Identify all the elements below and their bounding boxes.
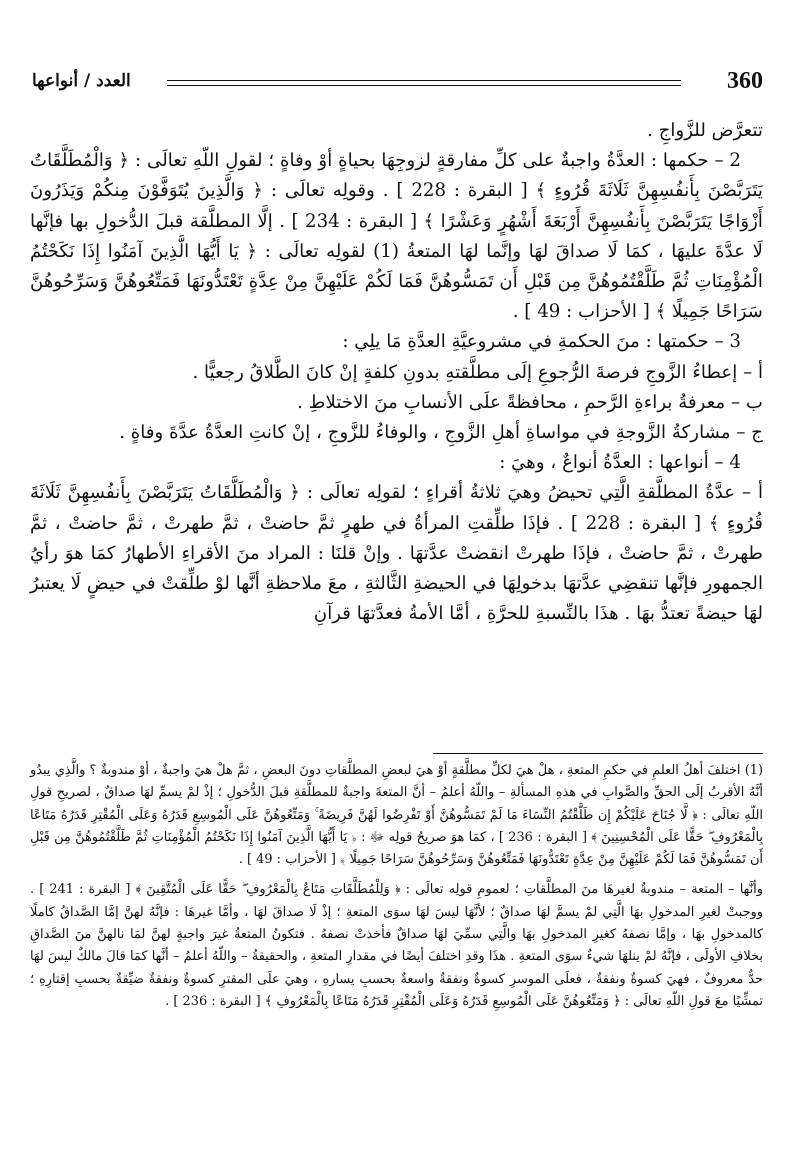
footnote-gap xyxy=(30,871,763,879)
wisdom-point-c: ج – مشاركةُ الزَّوجةِ في مواساةِ أهلِ الزَّوجِ ، والوفاءُ للزَّوجِ ، إنْ كانتِ العدَّةُ عدَّةَ وفاةٍ . xyxy=(119,422,763,444)
main-paragraph: تتعرَّض للزَّواجِ . xyxy=(647,120,763,141)
page-header xyxy=(32,66,763,100)
header-double-rule xyxy=(167,80,681,86)
footnotes xyxy=(30,760,763,1013)
running-title: العدد / أنواعها xyxy=(32,71,131,91)
type-a-paragraph: أ – عدَّةُ المطلَّقةِ الَّتِي تحيضُ وهيَ ثلاثةُ أقراءٍ ؛ لقولِه تعالَى : ﴿ وَالْمُطَلَّقَاتُ يَتَرَبَّصْنَ بِأَنفُسِهِنَّ ثَلَاثَةَ قُرُوءٍ ﴾ [ البقرة : 228 ] . فإذَا طلِّقتِ المرأةُ في طهرٍ ثمَّ حاضتْ ، ثمَّ طهرتْ ، ثمَّ حاضتْ ، ثمَّ طهرتْ ، ثمَّ حاضتْ ، فإذَا طهرتْ انقضتْ عدَّتهَا . وإنْ قلنَا : المراد منَ الأقراءِ الأطهارُ كمَا هوَ رأيُ الجمهورِ فإنَّها تنقضِي عدَّتهَا بدخولِهَا في الحيضةِ الثَّالثةِ ، معَ ملاحظةِ أنَّها لوْ طلِّقتْ في حيضٍ لَا يعتبرُ لهَا حيضةً تعتدُّ بهَا . هذَا بالنِّسبةِ للحرَّةِ ، أمَّا الأمةُ فعدَّتهَا قرآنِ xyxy=(30,482,763,625)
footnote-paragraph: وأنَّها – المتعة – مندوبةٌ لغيرهَا منَ المطلَّقاتِ ؛ لعمومِ قولِه تعالَى : ﴿ وَلِلْمُطَلَّقَاتِ مَتَاعٌ بِالْمَعْرُوفِ ۖ حَقًّا عَلَى الْمُتَّقِينَ ﴾ [ البقرة : 241 ] . ووجبتْ لغيرِ المدخولِ بهَا الَّتِي لمْ يسمَّ لهَا صداقٌ ؛ لأنَّهَا ليسَ لهَا سوَى المتعةِ ؛ إذْ لَا صداقَ لهَا ، وأمَّا غيرهَا : فإنَّهُ لهنَّ إمَّا الصَّداقُ كاملًا كالمدخولِ بهَا ، وإمَّا نصفهُ كغيرِ المدخولِ بهَا والَّتِي سمِّيَ لهَا صداقٌ فأخذتْ نصفهُ . فتكونُ المتعةُ غيرَ واجبةٍ لهنَّ لمَا نالهنَّ منَ الصَّداقِ بخلافِ الأولَى ، فإنَّهُ لمْ ينلهَا شيءٌ سوَى المتعةِ . هذَا وقدِ اختلفَ أيضًا في مقدارِ المتعةِ ، والحقيقةُ – واللّهُ أعلمُ – أنَّها كمَا قالَ مالكٌ ليسَ لهَا حدٌّ معروفٌ ، فهيَ كسوةٌ ونفقةٌ ، فعلَى الموسرِ كسوةٌ ونفقةٌ واسعةٌ بحسبِ يسارهِ ، وهيَ علَى المقترِ كسوةٌ ونفقةٌ ضيِّقةٌ بحسبِ إقتارِهِ ؛ تمشِّيًا معَ قولِ اللّهِ تعالَى : ﴿ وَمَتِّعُوهُنَّ عَلَى الْمُوسِعِ قَدَرُهُ وَعَلَى الْمُقْتِرِ قَدَرُهُ مَتَاعًا بِالْمَعْرُوفِ ﴾ [ البقرة : 236 ] . xyxy=(30,882,763,1009)
wisdom-point-b: ب – معرفةُ براءةِ الرَّحمِ ، محافظةً علَى الأنسابِ منَ الاختلاطِ . xyxy=(297,391,763,413)
page-number: 360 xyxy=(727,68,763,94)
wisdom-point-a: أ – إعطاءُ الزَّوجِ فرصةَ الرُّجوعِ إلَى مطلَّقتهِ بدونِ كلفةٍ إنْ كانَ الطَّلاقُ رجعيًّا . xyxy=(192,361,763,383)
footnote-separator xyxy=(433,753,763,754)
ruling-section: 2 – حكمها : العدَّةُ واجبةٌ على كلِّ مفارقةٍ لزوجِهَا بحياةٍ أوْ وفاةٍ ؛ لقولِ اللّهِ تعالَى : ﴿ وَالْمُطَلَّقَاتُ يَتَرَبَّصْنَ بِأَنفُسِهِنَّ ثَلَاثَةَ قُرُوءٍ ﴾ [ البقرة : 228 ] . وقولِه تعالَى : ﴿ وَالَّذِينَ يُتَوَفَّوْنَ مِنكُمْ وَيَذَرُونَ أَزْوَاجًا يَتَرَبَّصْنَ بِأَنفُسِهِنَّ أَرْبَعَةَ أَشْهُرٍ وَعَشْرًا ﴾ [ البقرة : 234 ] . إلَّا المطلَّقة قبلَ الدُّخولِ بها فإنَّها لَا عدَّةَ عليهَا ، كمَا لَا صداقَ لهَا وإنَّما لهَا المتعةُ (1) لقولِه تعالَى : ﴿ يَا أَيُّهَا الَّذِينَ آمَنُوا إِذَا نَكَحْتُمُ الْمُؤْمِنَاتِ ثُمَّ طَلَّقْتُمُوهُنَّ مِن قَبْلِ أَن تَمَسُّوهُنَّ فَمَا لَكُمْ عَلَيْهِنَّ مِنْ عِدَّةٍ تَعْتَدُّونَهَا فَمَتِّعُوهُنَّ وَسَرِّحُوهُنَّ سَرَاحًا جَمِيلًا ﴾ [ الأحزاب : 49 ] . xyxy=(30,150,763,323)
types-section: 4 – أنواعها : العدَّةُ أنواعٌ ، وهيَ : xyxy=(499,452,741,474)
footnote-paragraph: (1) اختلفَ أهلُ العلمِ في حكمِ المتعةِ ، هلْ هيَ لكلِّ مطلَّقةٍ أوْ هيَ لبعضِ المطلَّقاتِ دونَ البعضِ ، ثمَّ هلْ هيَ واجبةٌ ، أوْ مندوبةٌ ؟ والَّذِي يبدُو أنَّهُ الأقربُ إلَى الحقِّ والصَّوابِ في هذهِ المسألةِ – واللّهُ أعلمُ – أنَّ المتعةَ واجبةٌ للمطلَّقةِ قبلَ الدُّخولِ ؛ إذْ لمْ يسمِّ لهَا صداقٌ ، لصريحِ قولِ اللّهِ تعالَى : ﴿ لَّا جُنَاحَ عَلَيْكُمْ إِن طَلَّقْتُمُ النِّسَاءَ مَا لَمْ تَمَسُّوهُنَّ أَوْ تَفْرِضُوا لَهُنَّ فَرِيضَةً ۚ وَمَتِّعُوهُنَّ عَلَى الْمُوسِعِ قَدَرُهُ وَعَلَى الْمُقْتِرِ قَدَرُهُ مَتَاعًا بِالْمَعْرُوفِ ۖ حَقًّا عَلَى الْمُحْسِنِينَ ﴾ [ البقرة : 236 ] ، كمَا هوَ صريحُ قولِه ﷻ : ﴿ يَا أَيُّهَا الَّذِينَ آمَنُوا إِذَا نَكَحْتُمُ الْمُؤْمِنَاتِ ثُمَّ طَلَّقْتُمُوهُنَّ مِن قَبْلِ أَن تَمَسُّوهُنَّ فَمَا لَكُمْ عَلَيْهِنَّ مِنْ عِدَّةٍ تَعْتَدُّونَهَا فَمَتِّعُوهُنَّ وَسَرِّحُوهُنَّ سَرَاحًا جَمِيلًا ﴾ [ الأحزاب : 49 ] . xyxy=(30,763,763,868)
main-text xyxy=(30,116,763,629)
wisdom-section: 3 – حكمتها : منَ الحكمةِ في مشروعيَّةِ العدَّةِ مَا يلِي : xyxy=(342,331,741,353)
